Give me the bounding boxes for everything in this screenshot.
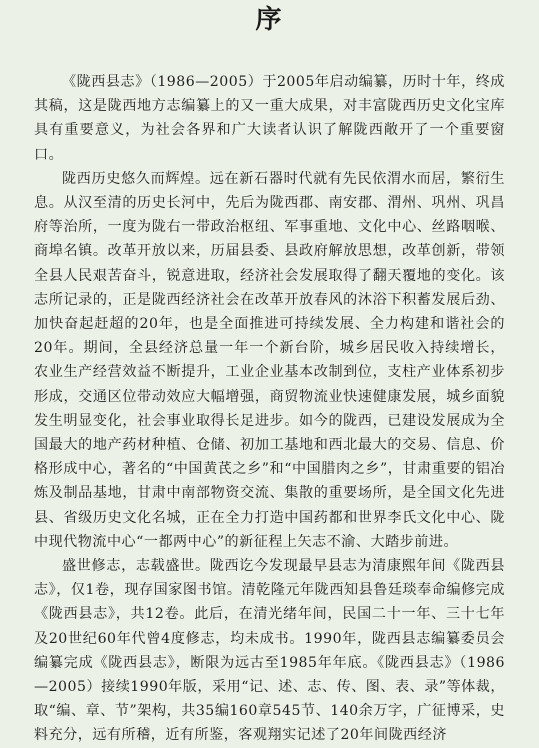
paragraph-history: 陇西历史悠久而辉煌。远在新石器时代就有先民依渭水而居，繁衍生息。从汉至清的历史长河中，先后为陇西郡、南安郡、渭州、巩州、巩昌府等治所，一度为陇右一带政治枢纽、军事重地、文化中心、丝路咽喉、商埠名镇。改革开放以来，历届县委、县政府解放思想，改革创新，带领全县人民艰苦奋斗，锐意进取，经济社会发展取得了翻天覆地的变化。该志所记录的，正是陇西经济社会在改革开放春风的沐浴下积蓄发展后劲、加快奋起赶超的20年，也是全面推进可持续发展、全力构建和谐社会的20年。期间，全县经济总量一年一个新台阶，城乡居民收入持续增长，农业生产经营效益不断提升，工业企业基本改制到位，支柱产业体系初步形成，交通区位带动效应大幅增强，商贸物流业快速健康发展，城乡面貌发生明显变化，社会事业取得长足进步。如今的陇西，已建设发展成为全国最大的地产药材种植、仓储、初加工基地和西北最大的交易、信息、价格形成中心，著名的“中国黄芪之乡”和“中国腊肉之乡”，甘肃重要的铝冶炼及制品基地，甘肃中南部物资交流、集散的重要场所，是全国文化先进县、省级历史文化名城，正在全力打造中国药都和世界李氏文化中心、陇中现代物流中心“一都两中心”的新征程上矢志不渝、大踏步前进。 <box>34 170 505 550</box>
paragraph-intro: 《陇西县志》（1986—2005）于2005年启动编纂，历时十年，终成其稿，这是陇西地方志编纂上的又一重大成果，对丰富陇西历史文化宝库具有重要意义，为社会各界和广大读者认识了解陇西敞开了一个重要窗口。 <box>34 74 505 163</box>
paragraph-gazetteer: 盛世修志，志载盛世。陇西讫今发现最早县志为清康熙年间《陇西县志》，仅1卷，现存国家图书馆。清乾隆元年陇西知县鲁廷琰奉命编修完成《陇西县志》，共12卷。此后，在清光绪年间，民国二十一年、三十七年及20世纪60年代曾4度修志，均未成书。1990年，陇西县志编纂委员会编纂完成《陇西县志》，断限为远古至1985年年底。《陇西县志》（1986—2005）接续1990年版，采用“记、述、志、传、图、表、录”等体裁，取“编、章、节”架构，共35编160章545节、140余万字，广征博采，史料充分，远有所稽，近有所鉴，客观翔实记述了20年间陇西经济 <box>34 558 505 744</box>
page-title: 序 <box>255 5 284 35</box>
body-text <box>34 70 505 748</box>
